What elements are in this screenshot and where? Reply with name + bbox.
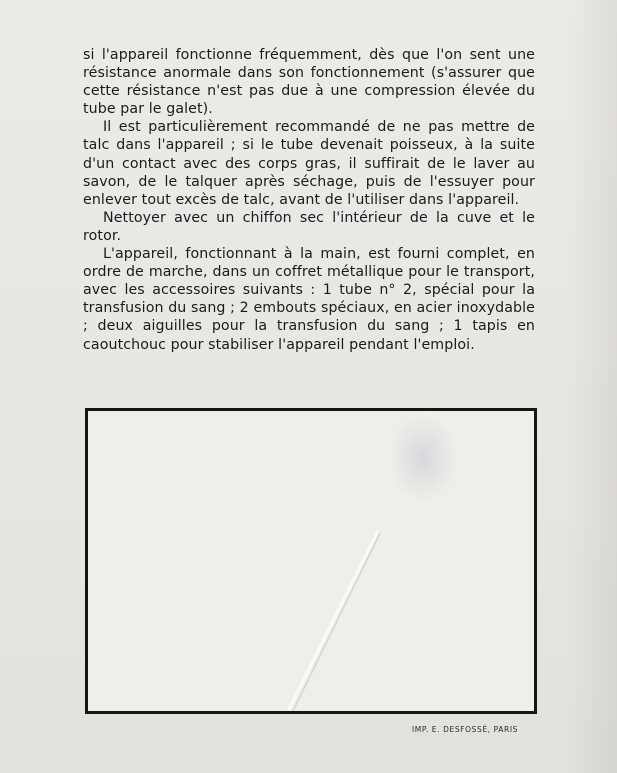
printer-credit: IMP. E. DESFOSSÉ, PARIS bbox=[412, 725, 518, 734]
paragraph-3: Nettoyer avec un chiffon sec l'intérieur de la cuve et le rotor. bbox=[83, 209, 535, 244]
paragraph-4: L'appareil, fonctionnant à la main, est fourni complet, en ordre de marche, dans un coffret métallique pour le transport, avec les accessoires suivants : 1 tube n° 2, spécial pour la transfusion du sang ; 2 embouts spéciaux, en acier inoxydable ; deux aiguilles pour la transfusion du sang ; 1 tapis en caoutchouc pour stabiliser l'appareil pendant l'emploi. bbox=[83, 246, 535, 353]
empty-image-frame bbox=[85, 408, 537, 714]
body-text bbox=[83, 46, 535, 354]
paragraph-2: Il est particulièrement recommandé de ne pas mettre de talc dans l'appareil ; si le tube devenait poisseux, à la suite d'un contact avec des corps gras, il suffirait de le laver au savon, de le talquer après séchage, puis de l'essuyer pour enlever tout excès de talc, avant de l'utiliser dans l'appareil. bbox=[83, 119, 535, 208]
paragraph-1: si l'appareil fonctionne fréquemment, dès que l'on sent une résistance anormale dans son fonctionnement (s'assurer que cette résistance n'est pas due à une compression élevée du tube par le galet). bbox=[83, 47, 535, 118]
paper-crease bbox=[88, 411, 537, 714]
